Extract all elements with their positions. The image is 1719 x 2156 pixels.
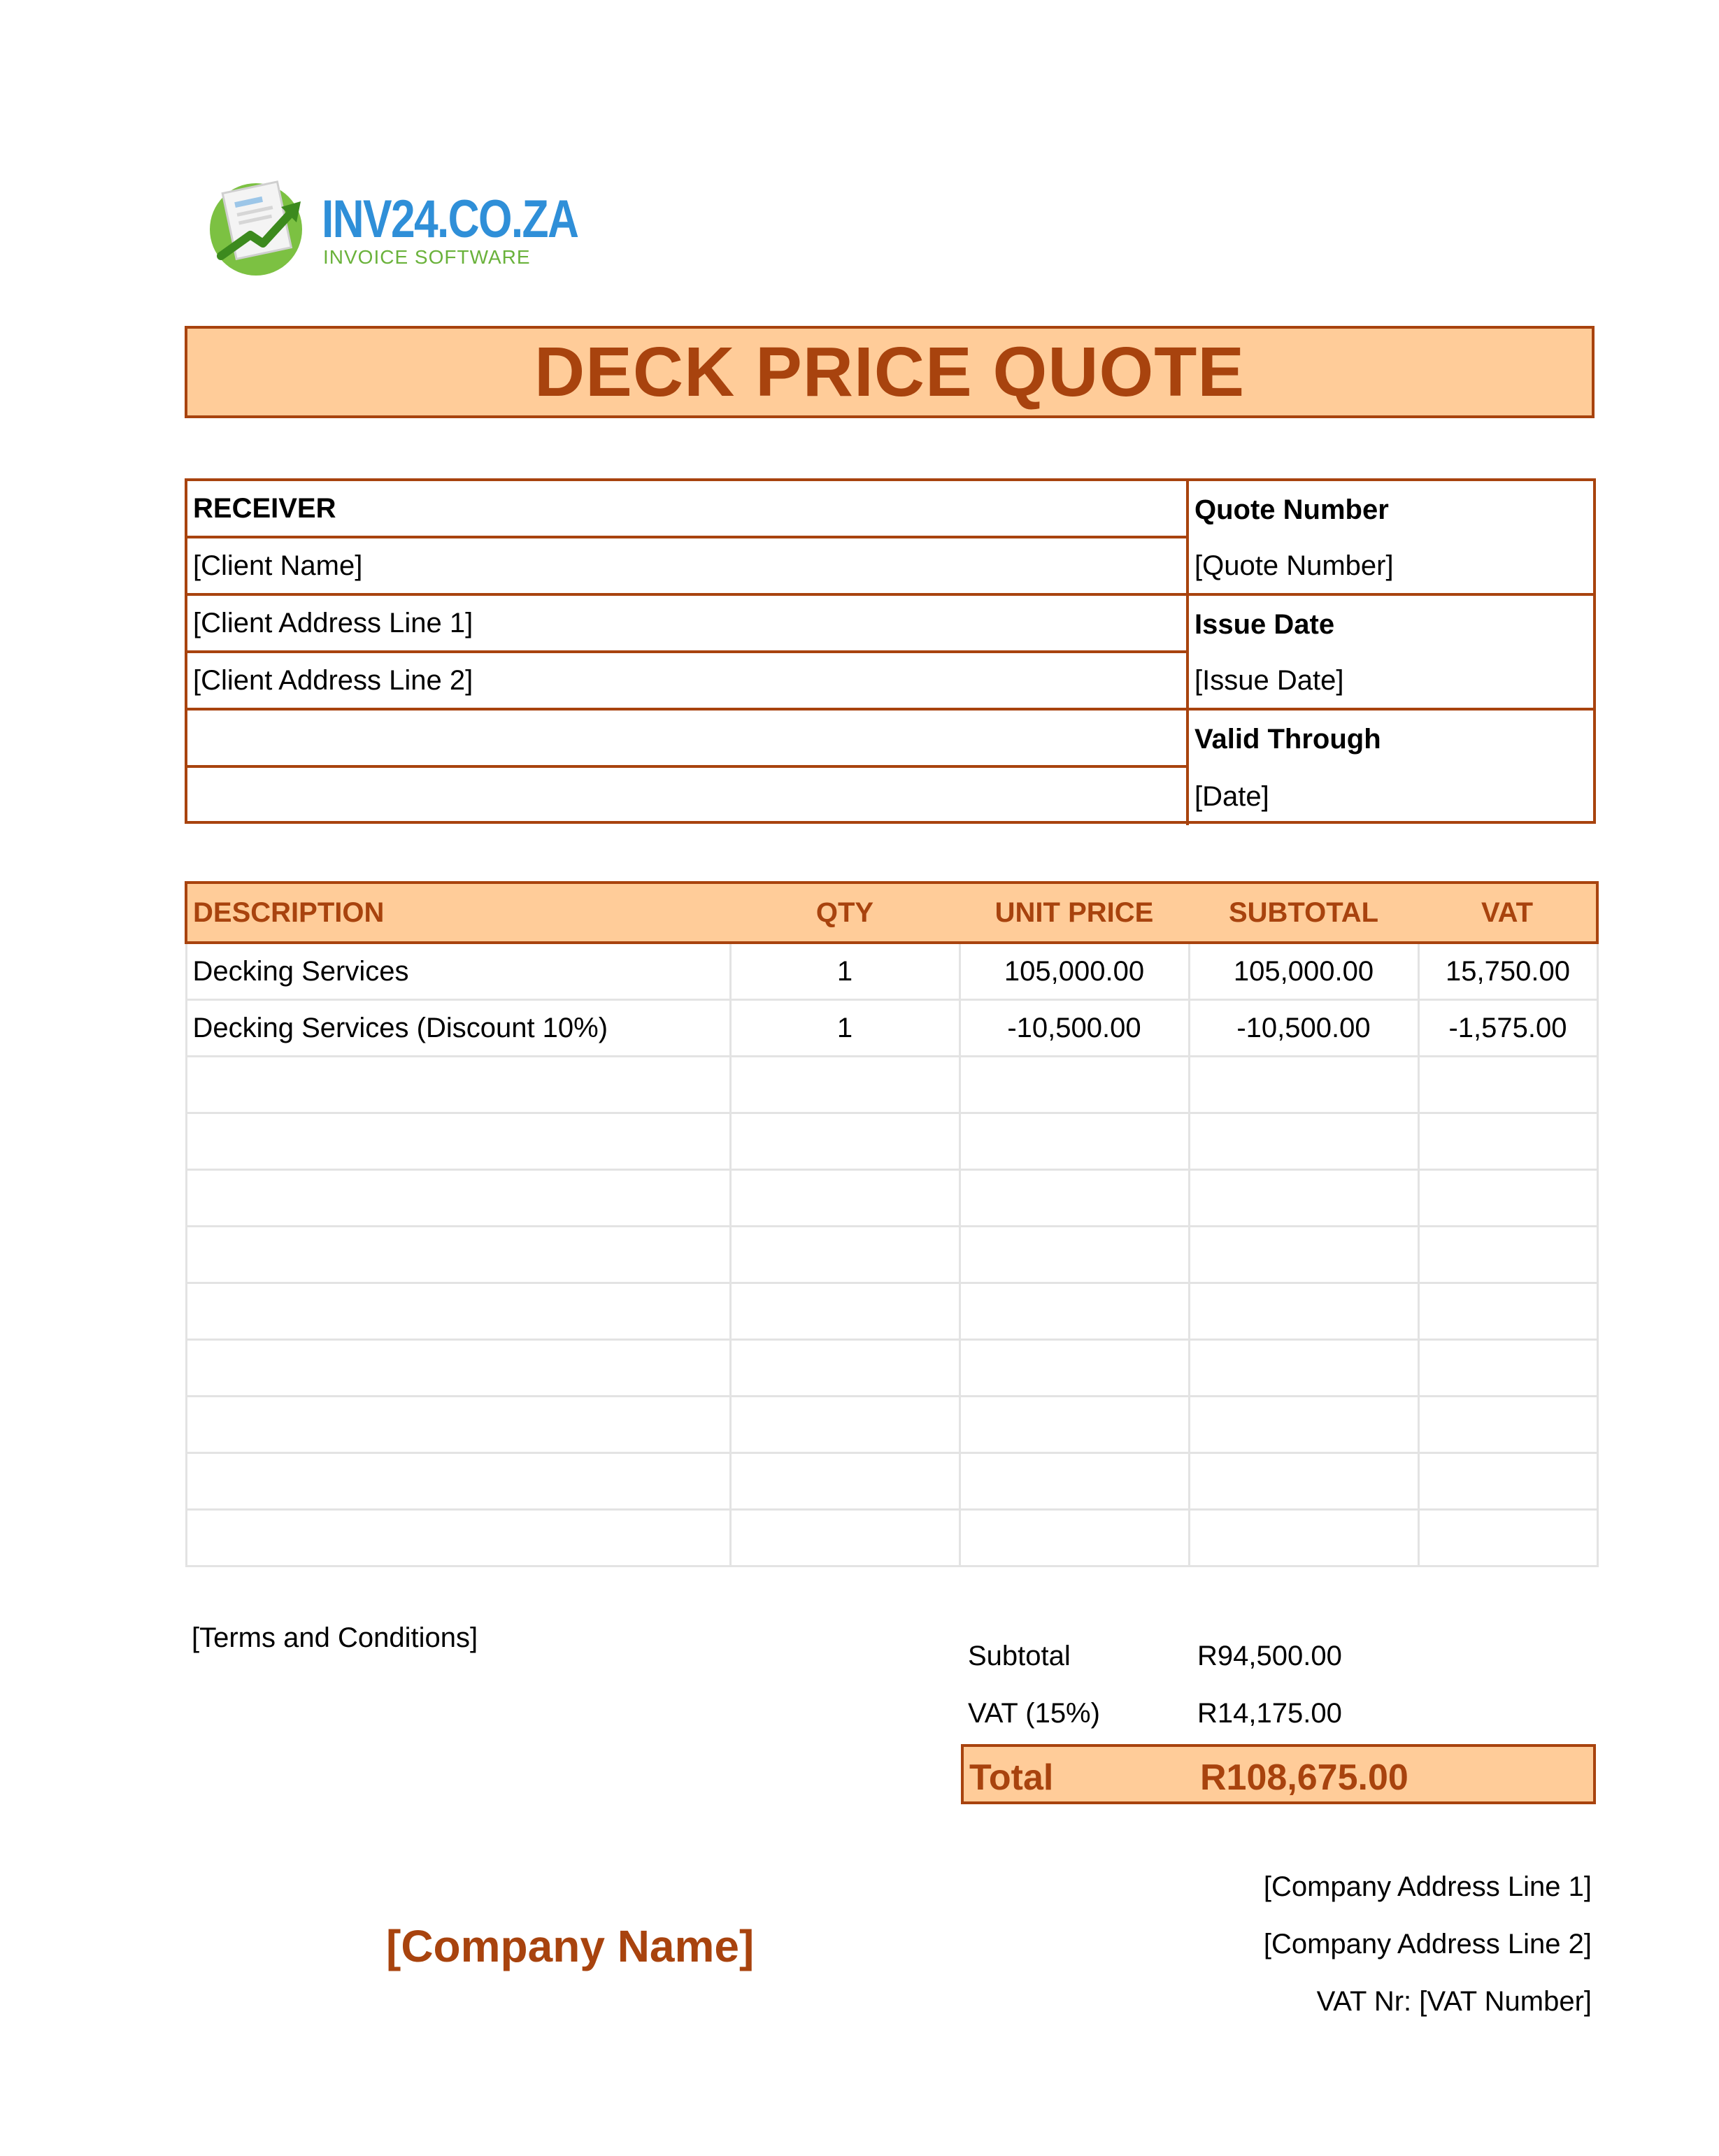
cell-subtotal[interactable] <box>1189 1227 1418 1283</box>
cell-qty[interactable] <box>730 1113 960 1170</box>
cell-subtotal[interactable] <box>1189 1283 1418 1340</box>
vat-label: VAT (15%) <box>968 1698 1100 1729</box>
terms-and-conditions[interactable]: [Terms and Conditions] <box>192 1622 478 1653</box>
cell-description[interactable]: Decking Services (Discount 10%) <box>186 1000 730 1057</box>
cell-qty[interactable] <box>730 1453 960 1510</box>
table-row <box>186 1170 1597 1227</box>
receiver-empty-row[interactable] <box>187 711 1189 768</box>
table-header-row <box>186 883 1597 943</box>
column-header-description: DESCRIPTION <box>186 883 730 943</box>
cell-subtotal[interactable] <box>1189 1170 1418 1227</box>
column-header-unit-price: UNIT PRICE <box>960 883 1189 943</box>
cell-description[interactable] <box>186 1453 730 1510</box>
subtotal-value: R94,500.00 <box>1197 1641 1342 1671</box>
cell-vat[interactable]: -1,575.00 <box>1418 1000 1597 1057</box>
cell-unit-price[interactable] <box>960 1227 1189 1283</box>
client-name-field[interactable]: [Client Name] <box>187 538 1189 596</box>
table-row <box>186 1453 1597 1510</box>
cell-unit-price[interactable] <box>960 1170 1189 1227</box>
issue-date-label: Issue Date <box>1194 608 1335 640</box>
table-row <box>186 1397 1597 1453</box>
cell-vat[interactable] <box>1418 1057 1597 1113</box>
column-header-qty: QTY <box>730 883 960 943</box>
cell-unit-price[interactable] <box>960 1397 1189 1453</box>
cell-unit-price[interactable] <box>960 1510 1189 1566</box>
quote-number-field[interactable]: [Quote Number] <box>1189 538 1593 596</box>
cell-qty[interactable] <box>730 1397 960 1453</box>
cell-qty[interactable]: 1 <box>730 943 960 1000</box>
total-label: Total <box>969 1757 1054 1798</box>
cell-subtotal[interactable] <box>1189 1340 1418 1397</box>
cell-description[interactable] <box>186 1057 730 1113</box>
cell-vat[interactable] <box>1418 1170 1597 1227</box>
cell-unit-price[interactable] <box>960 1057 1189 1113</box>
cell-qty[interactable] <box>730 1283 960 1340</box>
receiver-heading: RECEIVER <box>187 481 1189 538</box>
logo-brand-text: INV24.CO.ZA <box>322 190 578 249</box>
cell-qty[interactable]: 1 <box>730 1000 960 1057</box>
client-address-line-1-field[interactable]: [Client Address Line 1] <box>187 596 1189 653</box>
cell-description[interactable]: Decking Services <box>186 943 730 1000</box>
cell-description[interactable] <box>186 1170 730 1227</box>
receiver-empty-row[interactable] <box>187 768 1189 825</box>
total-value: R108,675.00 <box>1200 1757 1408 1798</box>
cell-unit-price[interactable] <box>960 1453 1189 1510</box>
cell-qty[interactable] <box>730 1340 960 1397</box>
cell-vat[interactable]: 15,750.00 <box>1418 943 1597 1000</box>
company-address-line-1[interactable]: [Company Address Line 1] <box>1263 1871 1592 1902</box>
cell-description[interactable] <box>186 1283 730 1340</box>
company-logo <box>208 173 578 278</box>
valid-through-label: Valid Through <box>1194 723 1381 755</box>
cell-qty[interactable] <box>730 1227 960 1283</box>
cell-description[interactable] <box>186 1227 730 1283</box>
cell-description[interactable] <box>186 1113 730 1170</box>
line-items-table <box>185 881 1596 1567</box>
table-row <box>186 1227 1597 1283</box>
receiver-quote-info-table <box>185 478 1596 824</box>
table-row <box>186 943 1597 1000</box>
cell-qty[interactable] <box>730 1510 960 1566</box>
cell-unit-price[interactable] <box>960 1283 1189 1340</box>
cell-subtotal[interactable] <box>1189 1113 1418 1170</box>
table-row <box>186 1510 1597 1566</box>
cell-description[interactable] <box>186 1340 730 1397</box>
cell-qty[interactable] <box>730 1057 960 1113</box>
company-name[interactable]: [Company Name] <box>386 1921 755 1971</box>
company-vat-number[interactable]: VAT Nr: [VAT Number] <box>1316 1986 1592 2017</box>
chart-arrow-logo-icon <box>208 173 313 278</box>
cell-description[interactable] <box>186 1397 730 1453</box>
table-row <box>186 1283 1597 1340</box>
cell-qty[interactable] <box>730 1170 960 1227</box>
company-address-line-2[interactable]: [Company Address Line 2] <box>1263 1929 1592 1959</box>
column-header-vat: VAT <box>1418 883 1597 943</box>
cell-subtotal[interactable]: 105,000.00 <box>1189 943 1418 1000</box>
table-row <box>186 1000 1597 1057</box>
cell-unit-price[interactable] <box>960 1340 1189 1397</box>
quote-number-label: Quote Number <box>1194 494 1389 525</box>
cell-unit-price[interactable]: -10,500.00 <box>960 1000 1189 1057</box>
cell-description[interactable] <box>186 1510 730 1566</box>
cell-subtotal[interactable] <box>1189 1510 1418 1566</box>
cell-subtotal[interactable] <box>1189 1057 1418 1113</box>
subtotal-label: Subtotal <box>968 1641 1071 1671</box>
cell-vat[interactable] <box>1418 1510 1597 1566</box>
cell-vat[interactable] <box>1418 1340 1597 1397</box>
cell-vat[interactable] <box>1418 1453 1597 1510</box>
cell-unit-price[interactable]: 105,000.00 <box>960 943 1189 1000</box>
issue-date-field[interactable]: [Issue Date] <box>1189 653 1593 711</box>
table-row <box>186 1340 1597 1397</box>
document-title: DECK PRICE QUOTE <box>534 332 1246 411</box>
cell-subtotal[interactable] <box>1189 1453 1418 1510</box>
valid-through-field[interactable]: [Date] <box>1194 780 1269 812</box>
client-address-line-2-field[interactable]: [Client Address Line 2] <box>187 653 1189 711</box>
table-row <box>186 1057 1597 1113</box>
cell-vat[interactable] <box>1418 1227 1597 1283</box>
logo-tagline: INVOICE SOFTWARE <box>323 246 531 268</box>
cell-vat[interactable] <box>1418 1397 1597 1453</box>
cell-vat[interactable] <box>1418 1113 1597 1170</box>
cell-subtotal[interactable] <box>1189 1397 1418 1453</box>
vat-value: R14,175.00 <box>1197 1698 1342 1729</box>
cell-vat[interactable] <box>1418 1283 1597 1340</box>
column-header-subtotal: SUBTOTAL <box>1189 883 1418 943</box>
cell-subtotal[interactable]: -10,500.00 <box>1189 1000 1418 1057</box>
cell-unit-price[interactable] <box>960 1113 1189 1170</box>
document-title-banner <box>185 326 1595 418</box>
total-row <box>961 1744 1596 1804</box>
table-row <box>186 1113 1597 1170</box>
